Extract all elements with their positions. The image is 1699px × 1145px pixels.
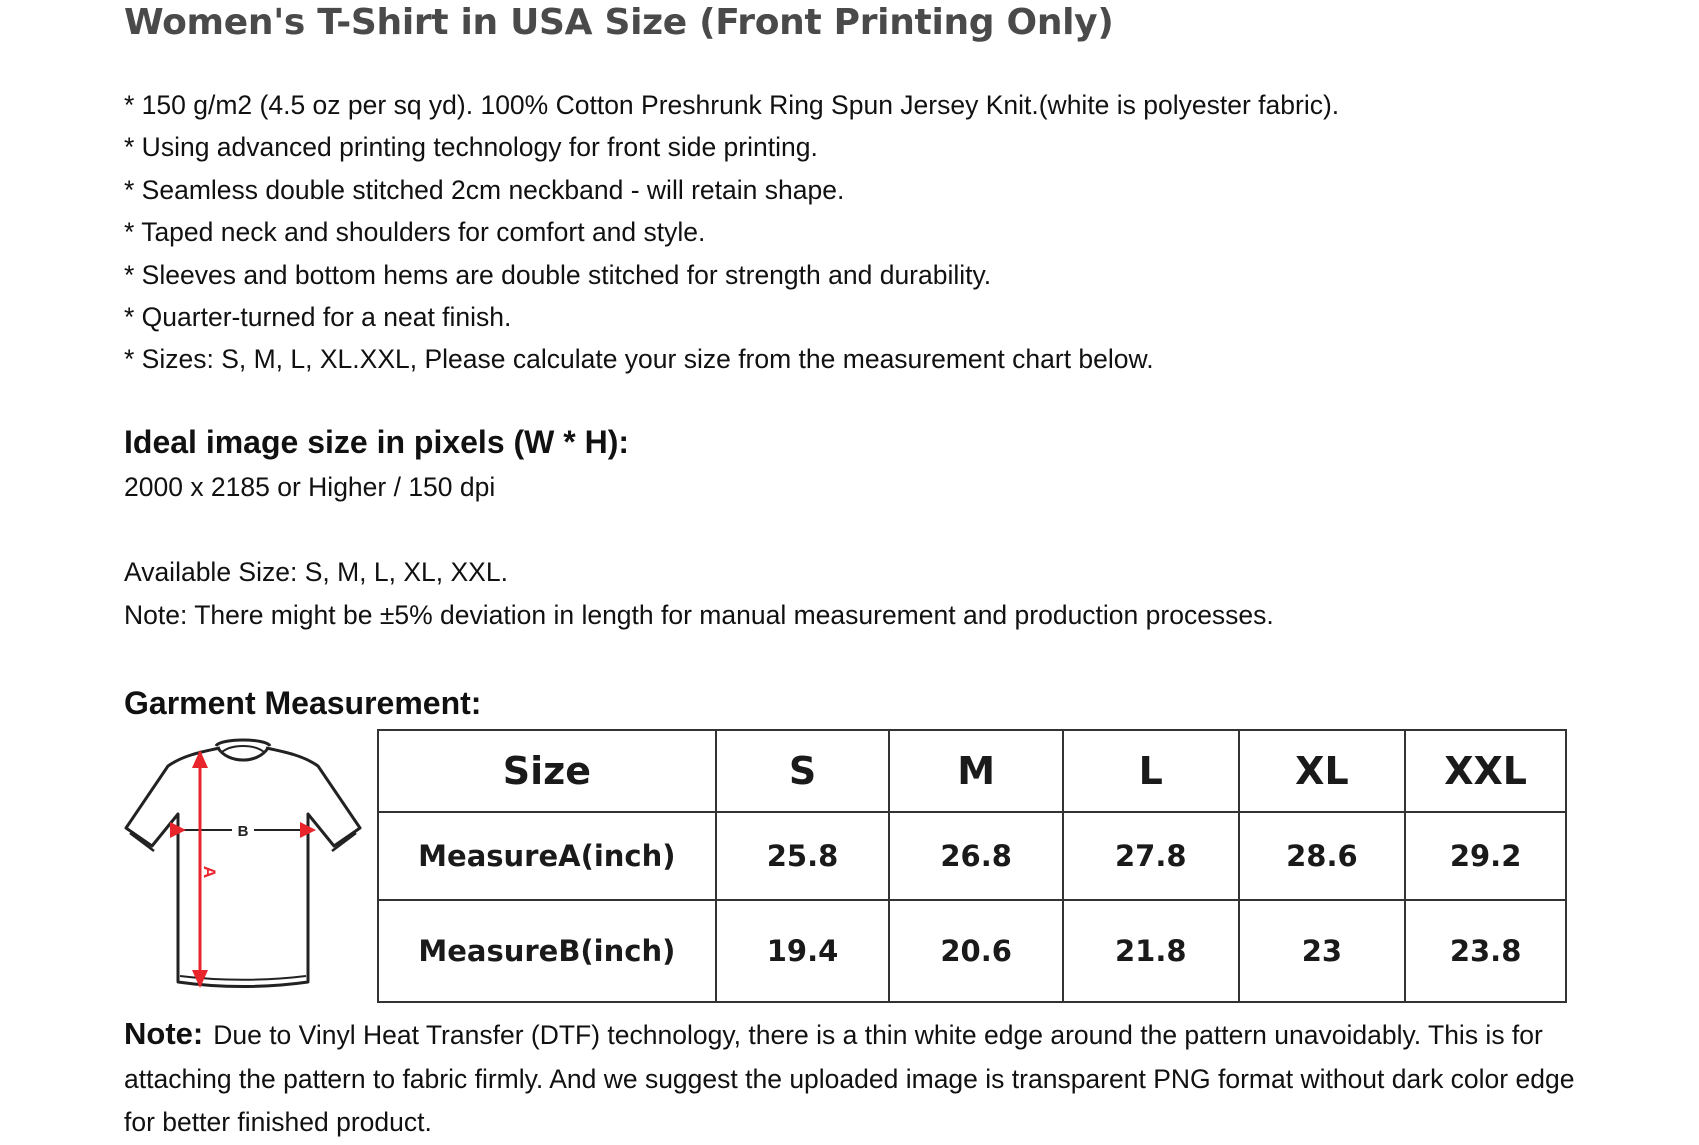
header-cell-s: S xyxy=(716,730,890,812)
available-size-text: Available Size: S, M, L, XL, XXL. xyxy=(124,557,508,587)
header-cell-xl: XL xyxy=(1239,730,1406,812)
note-label: Note: xyxy=(124,1016,204,1051)
table-cell: 23 xyxy=(1239,900,1406,1002)
feature-item: * Sizes: S, M, L, XL.XXL, Please calculate your size from the measurement chart below. xyxy=(124,344,1154,375)
table-cell: 23.8 xyxy=(1405,900,1566,1002)
row-label: MeasureB(inch) xyxy=(378,900,716,1002)
table-row xyxy=(378,812,1566,900)
table-cell: 28.6 xyxy=(1239,812,1406,900)
header-cell-xxl: XXL xyxy=(1405,730,1566,812)
table-cell: 19.4 xyxy=(716,900,890,1002)
table-row xyxy=(378,900,1566,1002)
ideal-image-heading: Ideal image size in pixels (W * H): xyxy=(124,424,630,460)
header-cell-l: L xyxy=(1063,730,1239,812)
table-cell: 25.8 xyxy=(716,812,890,900)
diagram-label-a: A xyxy=(200,865,219,879)
table-cell: 21.8 xyxy=(1063,900,1239,1002)
table-cell: 29.2 xyxy=(1405,812,1566,900)
table-cell: 26.8 xyxy=(889,812,1063,900)
header-cell-m: M xyxy=(889,730,1063,812)
note-text: Due to Vinyl Heat Transfer (DTF) technology, there is a thin white edge around the pattern unavoidably. This is for attaching the pattern to fabric firmly. And we suggest the uploaded image is transparent PNG format without dark color edge for better finished product. xyxy=(124,1020,1575,1137)
header-cell-size: Size xyxy=(378,730,716,812)
table-cell: 20.6 xyxy=(889,900,1063,1002)
feature-item: * Using advanced printing technology for front side printing. xyxy=(124,132,818,163)
table-cell: 27.8 xyxy=(1063,812,1239,900)
deviation-note: Note: There might be ±5% deviation in length for manual measurement and production processes. xyxy=(124,600,1274,630)
ideal-image-value: 2000 x 2185 or Higher / 150 dpi xyxy=(124,472,496,502)
feature-item: * Quarter-turned for a neat finish. xyxy=(124,302,512,333)
tshirt-diagram-icon xyxy=(120,738,366,994)
page-title: Women's T-Shirt in USA Size (Front Printing Only) xyxy=(124,2,1114,43)
feature-item: * Seamless double stitched 2cm neckband - will retain shape. xyxy=(124,174,845,205)
final-note xyxy=(124,1012,1602,1145)
table-header-row xyxy=(378,730,1566,812)
feature-item: * Taped neck and shoulders for comfort and style. xyxy=(124,217,706,248)
size-table xyxy=(377,729,1567,1003)
feature-list xyxy=(124,84,1339,381)
row-label: MeasureA(inch) xyxy=(378,812,716,900)
feature-item: * 150 g/m2 (4.5 oz per sq yd). 100% Cotton Preshrunk Ring Spun Jersey Knit.(white is polyester fabric). xyxy=(124,90,1340,120)
feature-item: * Sleeves and bottom hems are double stitched for strength and durability. xyxy=(124,259,992,290)
garment-measurement-heading: Garment Measurement: xyxy=(124,685,482,721)
diagram-label-b: B xyxy=(237,823,249,840)
